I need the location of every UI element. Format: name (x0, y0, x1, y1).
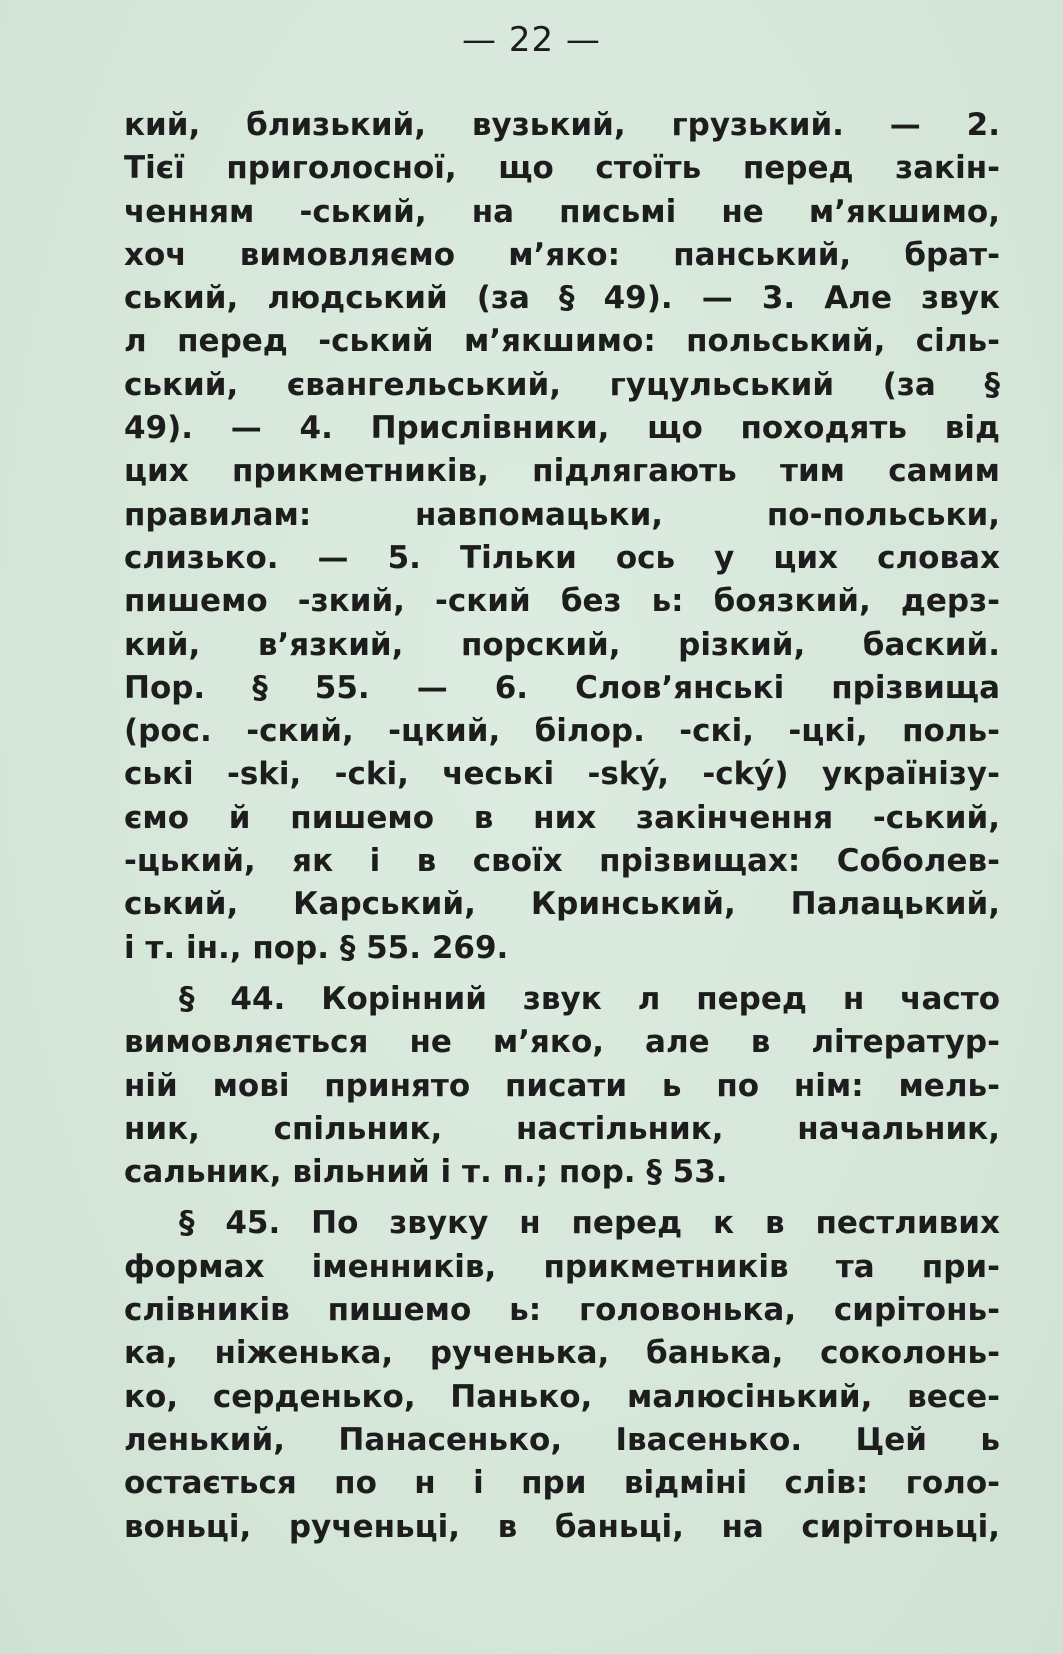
text-line: л перед -ський м’якшимо: польський, сіль- (124, 323, 1000, 360)
page-number: — 22 — (462, 20, 601, 60)
text-line: пишемо -зкий, -ский без ь: боязкий, дерз- (124, 583, 1000, 620)
text-line: ко, серденько, Панько, малюсінький, весе- (124, 1378, 1000, 1415)
text-line: формах іменників, прикметників та при- (124, 1248, 1000, 1285)
paragraph-continuation (124, 104, 1000, 970)
text-line: ній мові принято писати ь по нім: мель- (124, 1067, 1000, 1104)
paragraph-45 (124, 1202, 1000, 1548)
text-line: слизько. — 5. Тільки ось у цих словах (124, 539, 1000, 576)
paragraph-gap (124, 970, 1000, 978)
text-line: ський, людський (за § 49). — 3. Але звук (124, 280, 1000, 317)
text-line: воньці, рученьці, в баньці, на сирітоньці, (124, 1508, 1000, 1545)
text-line: кий, в’язкий, порский, різкий, баский. (124, 626, 1000, 663)
text-line: ський, Карський, Кринський, Палацький, (124, 886, 1000, 923)
text-line: ські -ski, -cki, чеські -ský, -cký) українізу- (124, 756, 1000, 793)
text-line: Тієї приголосної, що стоїть перед закін- (124, 150, 1000, 187)
text-line: ник, спільник, настільник, начальник, (124, 1110, 1000, 1147)
text-line: (рос. -ский, -цкий, білор. -скі, -цкі, поль- (124, 713, 1000, 750)
text-line: ленький, Панасенько, Івасенько. Цей ь (124, 1421, 1000, 1458)
paragraph-gap (124, 1194, 1000, 1202)
page-text (124, 104, 1000, 1549)
text-line: слівників пишемо ь: головонька, сирітонь- (124, 1292, 1000, 1329)
text-line: цих прикметників, підлягають тим самим (124, 453, 1000, 490)
text-line: ченням -ський, на письмі не м’якшимо, (124, 193, 1000, 230)
text-line: 49). — 4. Прислівники, що походять від (124, 410, 1000, 447)
text-line: § 44. Корінний звук л перед н часто (179, 980, 1000, 1017)
text-line: ємо й пишемо в них закінчення -ський, (124, 799, 1000, 836)
text-line: ка, ніженька, рученька, банька, соколонь- (124, 1335, 1000, 1372)
text-line: вимовляється не м’яко, але в літератур- (124, 1024, 1000, 1061)
text-line: і т. ін., пор. § 55. 269. (124, 929, 509, 966)
text-line: хоч вимовляємо м’яко: панський, брат- (124, 236, 1000, 273)
text-line: Пор. § 55. — 6. Слов’янські прізвища (124, 669, 1000, 706)
paragraph-44 (124, 978, 1000, 1194)
text-line: правилам: навпомацьки, по-польськи, (124, 496, 1000, 533)
text-line: кий, близький, вузький, грузький. — 2. (124, 107, 1000, 143)
text-line: сальник, вільний і т. п.; пор. § 53. (124, 1154, 728, 1191)
text-line: ський, євангельський, гуцульський (за § (124, 366, 1000, 403)
text-line: § 45. По звуку н перед к в пестливих (179, 1205, 1000, 1242)
text-line: -цький, як і в своїх прізвищах: Соболев- (124, 843, 1000, 880)
text-line: остається по н і при відміні слів: голо- (124, 1465, 1000, 1502)
